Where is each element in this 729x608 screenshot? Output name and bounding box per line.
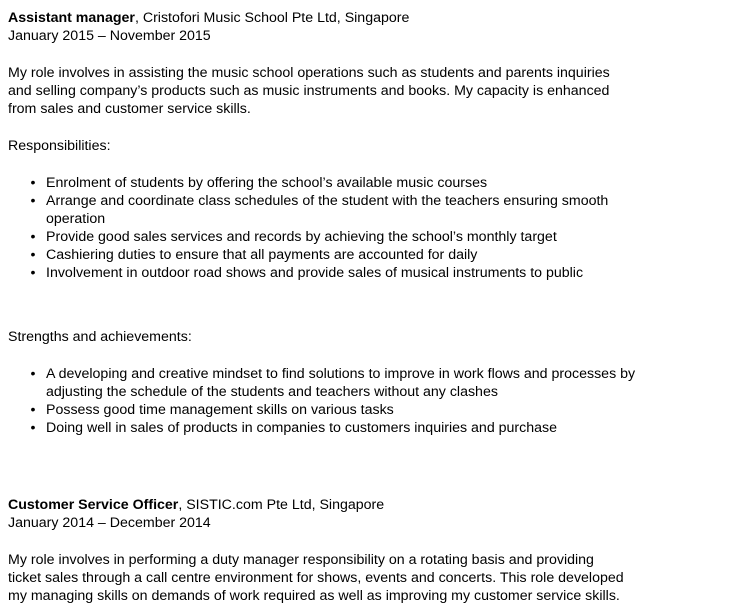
list-item-text: Arrange and coordinate class schedules of the student with the teachers ensuring smooth (46, 193, 609, 209)
job-employer: , Cristofori Music School Pte Ltd, Singapore (134, 10, 410, 26)
job-entry (8, 9, 409, 45)
job-heading (8, 496, 384, 514)
list-item-text: A developing and creative mindset to find solutions to improve in work flows and processes by (46, 366, 636, 382)
list-item-text: Cashiering duties to ensure that all payments are accounted for daily (46, 247, 478, 263)
bullet-icon: • (30, 229, 36, 245)
list-item-text: Enrolment of students by offering the school’s available music courses (46, 175, 488, 191)
job-summary (8, 551, 624, 605)
job-summary (8, 64, 610, 118)
summary-line: and selling company’s products such as music instruments and books. My capacity is enhanced (8, 83, 610, 99)
list-item-text: Provide good sales services and records by achieving the school’s monthly target (46, 229, 557, 245)
list-item (8, 365, 724, 401)
strengths-heading: Strengths and achievements: (8, 329, 192, 345)
job-entry (8, 496, 384, 532)
list-item-text: operation (46, 211, 106, 227)
summary-line: My role involves in performing a duty manager responsibility on a rotating basis and providing (8, 552, 594, 568)
bullet-icon: • (30, 193, 36, 209)
bullet-icon: • (30, 265, 36, 281)
summary-line: My role involves in assisting the music school operations such as students and parents inquiries (8, 65, 610, 81)
summary-line: from sales and customer service skills. (8, 101, 251, 117)
list-item-text: Involvement in outdoor road shows and provide sales of musical instruments to public (46, 265, 584, 281)
job-title: Assistant manager (8, 10, 135, 26)
bullet-icon: • (30, 366, 36, 382)
job-period: January 2014 – December 2014 (8, 515, 211, 531)
responsibilities-heading: Responsibilities: (8, 138, 111, 154)
list-item (8, 228, 724, 246)
summary-line: ticket sales through a call centre environment for shows, events and concerts. This role developed (8, 570, 624, 586)
list-item-text: adjusting the schedule of the students and teachers without any clashes (46, 384, 498, 400)
bullet-icon: • (30, 175, 36, 191)
job-title: Customer Service Officer (8, 497, 179, 513)
bullet-icon: • (30, 420, 36, 436)
responsibilities-list (8, 174, 724, 282)
list-item (8, 264, 724, 282)
job-heading (8, 9, 409, 27)
list-item (8, 174, 724, 192)
job-employer: , SISTIC.com Pte Ltd, Singapore (178, 497, 385, 513)
bullet-icon: • (30, 402, 36, 418)
bullet-icon: • (30, 247, 36, 263)
list-item (8, 246, 724, 264)
list-item-text: Possess good time management skills on various tasks (46, 402, 394, 418)
list-item (8, 401, 724, 419)
list-item (8, 419, 724, 437)
job-period: January 2015 – November 2015 (8, 28, 211, 44)
list-item (8, 192, 724, 228)
summary-line: my managing skills on demands of work required as well as improving my customer service skills. (8, 588, 620, 604)
strengths-list (8, 365, 724, 437)
list-item-text: Doing well in sales of products in companies to customers inquiries and purchase (46, 420, 558, 436)
